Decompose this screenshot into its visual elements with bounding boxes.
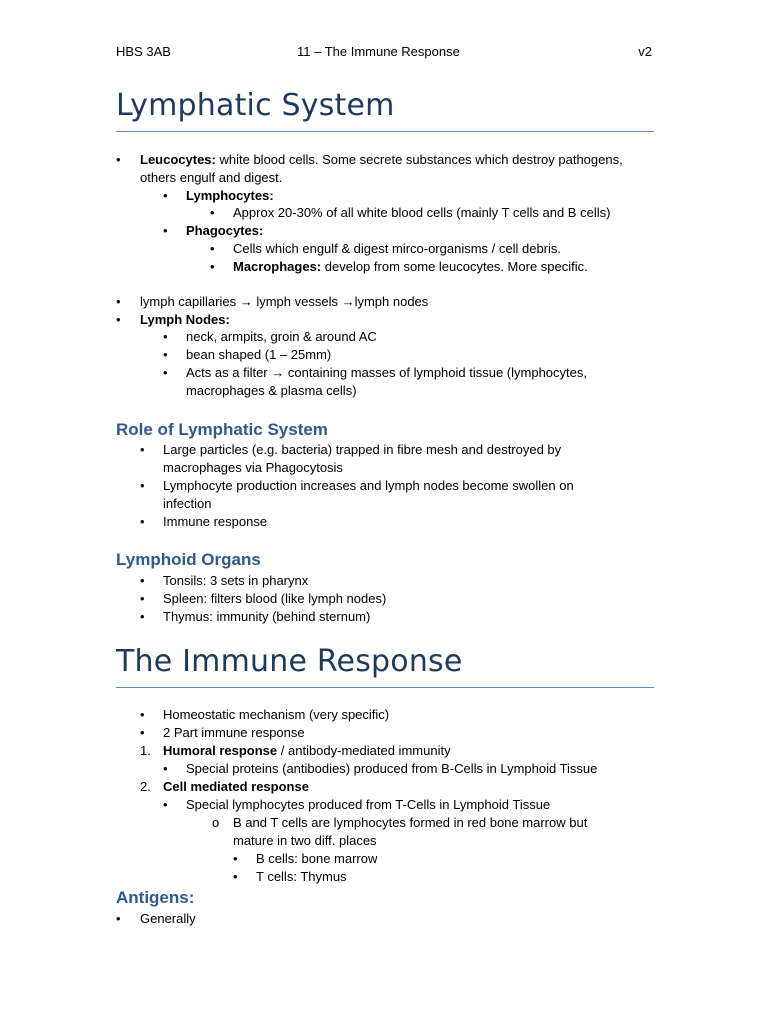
list-item-generally: Generally	[140, 911, 196, 926]
list-item-nodes-filter: Acts as a filter → containing masses of lymphoid tissue (lymphocytes,	[186, 365, 587, 380]
bullet-icon: •	[163, 329, 168, 344]
bullet-icon: •	[116, 294, 121, 309]
bullet-icon: •	[210, 241, 215, 256]
heading-rule	[116, 687, 654, 688]
circle-bullet-icon: o	[212, 815, 220, 830]
list-number: 2.	[140, 779, 151, 794]
list-item-nodes-shape: bean shaped (1 – 25mm)	[186, 347, 332, 362]
list-item-humoral-detail: Special proteins (antibodies) produced from B-Cells in Lymphoid Tissue	[186, 761, 598, 776]
list-item-nodes-filter-cont: macrophages & plasma cells)	[186, 383, 357, 398]
list-number: 1.	[140, 743, 151, 758]
list-item-role-1-cont: macrophages via Phagocytosis	[163, 460, 343, 475]
list-item-role-3: Immune response	[163, 514, 268, 529]
list-item-b-cells: B cells: bone marrow	[256, 851, 378, 866]
bullet-icon: •	[140, 442, 145, 457]
bullet-icon: •	[210, 259, 215, 274]
bullet-icon: •	[140, 609, 145, 624]
bullet-icon: •	[140, 591, 145, 606]
heading-lymphatic-system: Lymphatic System	[116, 88, 395, 123]
bullet-icon: •	[163, 223, 168, 238]
header-version: v2	[638, 44, 652, 59]
list-item-homeostatic: Homeostatic mechanism (very specific)	[163, 707, 390, 722]
list-item-leucocytes-cont: others engulf and digest.	[140, 170, 283, 185]
bullet-icon: •	[233, 869, 238, 884]
list-item-lymph-flow: lymph capillaries → lymph vessels →lymph nodes	[140, 294, 429, 309]
header-course: HBS 3AB	[116, 44, 171, 59]
heading-immune-response: The Immune Response	[116, 644, 463, 679]
list-item-nodes-location: neck, armpits, groin & around AC	[186, 329, 377, 344]
list-item-lymph-nodes: Lymph Nodes:	[140, 312, 230, 327]
list-item-thymus: Thymus: immunity (behind sternum)	[163, 609, 371, 624]
list-item-humoral: Humoral response / antibody-mediated immunity	[163, 743, 451, 758]
list-item-macrophages: Macrophages: develop from some leucocytes. More specific.	[233, 259, 588, 274]
heading-antigens: Antigens:	[116, 888, 195, 907]
list-item-lymphocytes: Lymphocytes:	[186, 188, 274, 203]
bullet-icon: •	[116, 312, 121, 327]
bullet-icon: •	[163, 797, 168, 812]
bullet-icon: •	[210, 205, 215, 220]
bullet-icon: •	[163, 365, 168, 380]
list-item-phagocytes-detail: Cells which engulf & digest mirco-organisms / cell debris.	[233, 241, 562, 256]
bullet-icon: •	[233, 851, 238, 866]
list-item-two-part: 2 Part immune response	[163, 725, 305, 740]
bullet-icon: •	[140, 478, 145, 493]
list-item-phagocytes: Phagocytes:	[186, 223, 264, 238]
list-item-role-2-cont: infection	[163, 496, 212, 511]
header-title: 11 – The Immune Response	[297, 44, 460, 59]
list-item-tonsils: Tonsils: 3 sets in pharynx	[163, 573, 309, 588]
bullet-icon: •	[140, 573, 145, 588]
list-item-cell-detail: Special lymphocytes produced from T-Cells in Lymphoid Tissue	[186, 797, 551, 812]
bullet-icon: •	[163, 761, 168, 776]
list-item-lymphocytes-detail: Approx 20-30% of all white blood cells (mainly T cells and B cells)	[233, 205, 611, 220]
bullet-icon: •	[140, 707, 145, 722]
bullet-icon: •	[140, 725, 145, 740]
list-item-spleen: Spleen: filters blood (like lymph nodes)	[163, 591, 387, 606]
bullet-icon: •	[140, 514, 145, 529]
bullet-icon: •	[163, 188, 168, 203]
bullet-icon: •	[163, 347, 168, 362]
heading-lymphoid-organs: Lymphoid Organs	[116, 550, 261, 569]
list-item-leucocytes: Leucocytes: white blood cells. Some secrete substances which destroy pathogens,	[140, 152, 623, 167]
list-item-t-cells: T cells: Thymus	[256, 869, 347, 884]
bullet-icon: •	[116, 911, 121, 926]
heading-role-lymphatic: Role of Lymphatic System	[116, 420, 328, 439]
list-item-cell-mediated: Cell mediated response	[163, 779, 309, 794]
list-item-bt-cells: B and T cells are lymphocytes formed in red bone marrow but	[233, 815, 588, 830]
heading-rule	[116, 131, 654, 132]
list-item-bt-cells-cont: mature in two diff. places	[233, 833, 377, 848]
bullet-icon: •	[116, 152, 121, 167]
list-item-role-2: Lymphocyte production increases and lymph nodes become swollen on	[163, 478, 574, 493]
list-item-role-1: Large particles (e.g. bacteria) trapped in fibre mesh and destroyed by	[163, 442, 562, 457]
